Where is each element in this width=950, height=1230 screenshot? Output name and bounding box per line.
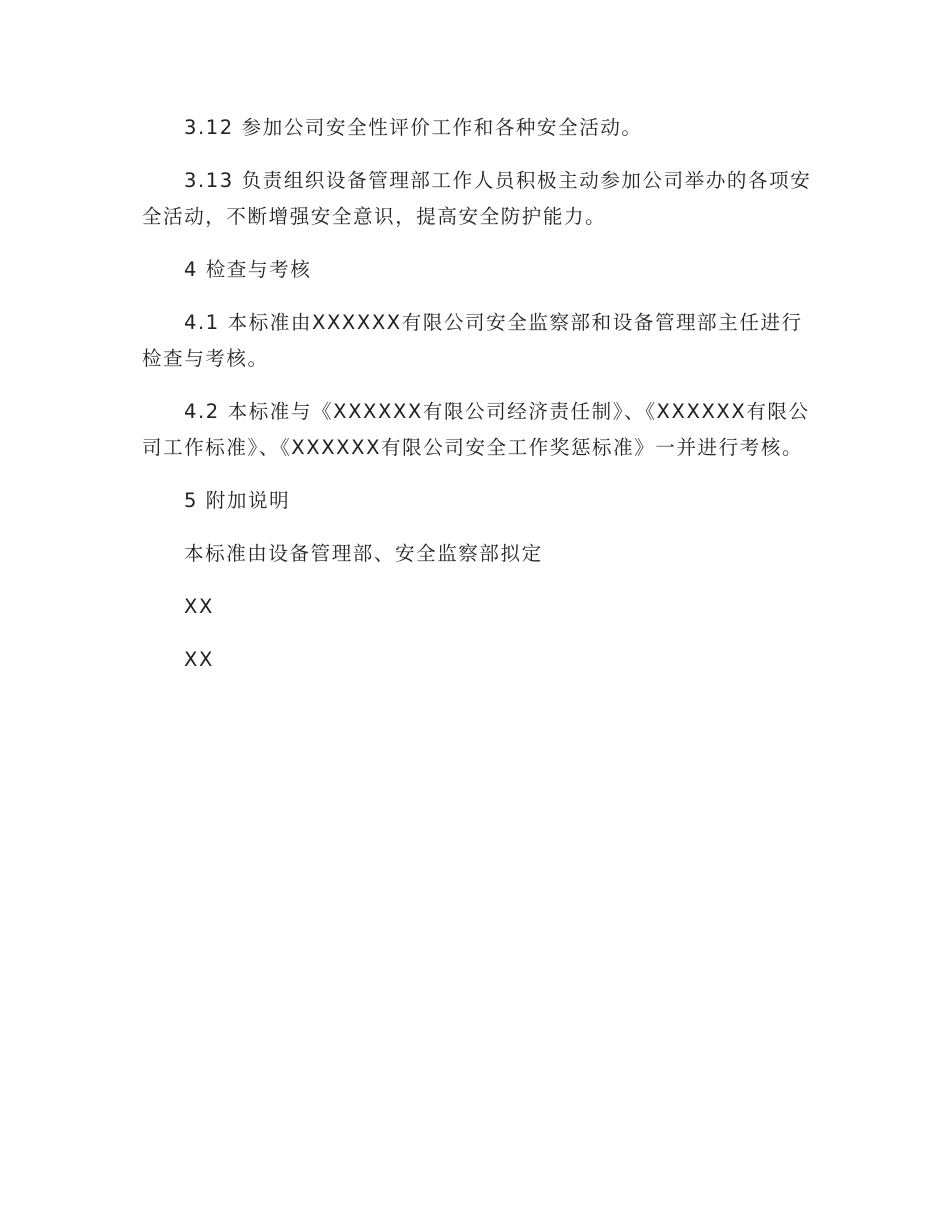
document-body xyxy=(142,110,812,695)
clause-4-1: 4.1 本标准由XXXXXX有限公司安全监察部和设备管理部主任进行检查与考核。 xyxy=(142,311,803,370)
clause-4-2: 4.2 本标准与《XXXXXX有限公司经济责任制》、《XXXXXX有限公司工作标准》、《XXXXXX有限公司安全工作奖惩标准》一并进行考核。 xyxy=(142,400,810,459)
section-4-heading: 4 检查与考核 xyxy=(184,258,312,281)
clause-3-12: 3.12 参加公司安全性评价工作和各种安全活动。 xyxy=(184,116,643,139)
signature-line-2: XX xyxy=(184,648,214,671)
clause-3-13: 3.13 负责组织设备管理部工作人员积极主动参加公司举办的各项安全活动，不断增强安全意识，提高安全防护能力。 xyxy=(142,169,812,228)
section-5-heading: 5 附加说明 xyxy=(184,489,291,512)
drafted-by-note: 本标准由设备管理部、安全监察部拟定 xyxy=(184,542,543,565)
signature-line-1: XX xyxy=(184,595,214,618)
